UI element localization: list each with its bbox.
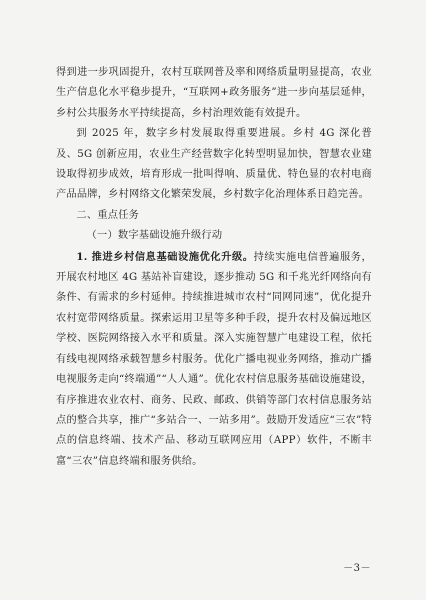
paragraph-2025-goals: 到 2025 年，数字乡村发展取得重要进展。乡村 4G 深化普及、5G 创新应用，农业生产经营数字化转型明显加快，智慧农业建设取得初步成效，培育形成一批叫得响、质量优、特色显的农村电商产品品牌，乡村网络文化繁荣发展，乡村数字化治理体系日趋完善。 — [56, 128, 372, 201]
item-1-body: 持续实施电信普遍服务，开展农村地区 4G 基站补盲建设，逐步推动 5G 和千兆光纤网络向有条件、有需求的乡村延伸。持续推进城市农村“同网同速”，优化提升农村宽带网络质量。探索运用卫星等多种手段，提升农村及偏远地区学校、医院网络接入水平和质量。深入实施智慧广电建设工程，依托有线电视网络承载智慧乡村服务。优化广播电视业务网络，推动广播电视服务走向“终端通”“人人通”。优化农村信息服务基础设施建设，有序推进农业农村、商务、民政、邮政、供销等部门农村信息服务站点的整合共享，推广“多站合一、一站多用”。鼓励开发适应“三农”特点的信息终端、技术产品、移动互联网应用（APP）软件，不断丰富“三农”信息终端和服务供给。 — [56, 251, 372, 467]
paragraph-item-1 — [56, 247, 372, 472]
page-number: －3－ — [343, 563, 371, 574]
section-title: 二、重点任务 — [76, 209, 140, 221]
subsection-title: （一）数字基础设施升级行动 — [86, 230, 223, 242]
paragraph-intro-continued: 得到进一步巩固提升，农村互联网普及率和网络质量明显提高，农业生产信息化水平稳步提升，“互联网+政务服务”进一步向基层延伸，乡村公共服务水平持续提高，乡村治理效能有效提升。 — [56, 67, 372, 119]
item-1-lead: 1. 推进乡村信息基础设施优化升级。 — [76, 250, 254, 263]
